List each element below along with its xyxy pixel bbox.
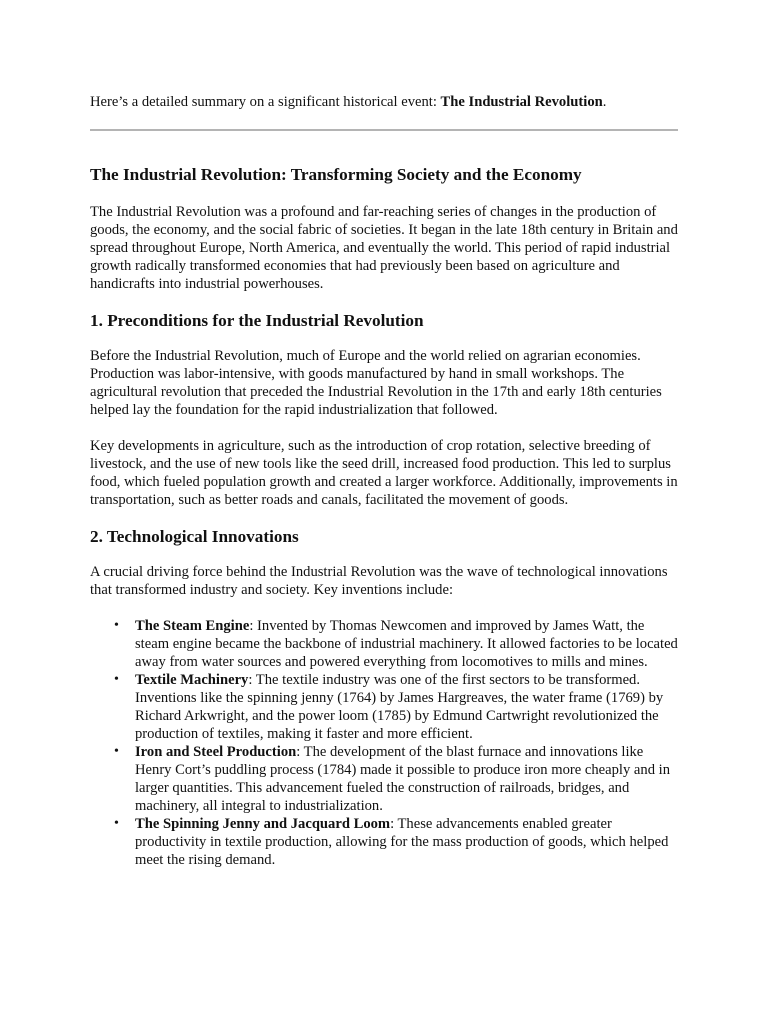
bullet-icon: • [114,672,119,687]
section-1-paragraph-1: Before the Industrial Revolution, much of Europe and the world relied on agrarian economies. Production was labor-intensive, with goods manufactured by hand in small workshops. The agricultural revolution that preceded the Industrial Revolution in the 17th and early 18th centuries helped lay the foundation for the rapid industrialization that followed. [90,348,662,418]
list-item-text: : These advancements enabled greater productivity in textile production, allowing for the mass production of goods, which helped meet the rising demand. [135,816,669,868]
section-1-heading: 1. Preconditions for the Industrial Revolution [90,311,424,330]
list-item-title: Textile Machinery [135,672,249,688]
intro-text: Here’s a detailed summary on a significant historical event: [90,94,441,110]
list-item-steam-engine [90,617,678,671]
section-1-paragraph-2: Key developments in agriculture, such as the introduction of crop rotation, selective breeding of livestock, and the use of new tools like the seed drill, increased food production. This led to surplus food, which fueled population growth and created a larger workforce. Additionally, improvements in transportation, such as better roads and canals, facilitated the movement of goods. [90,438,678,508]
intro-bold-topic: The Industrial Revolution [440,94,603,110]
list-item-text: : The development of the blast furnace and innovations like Henry Cort’s puddling process (1784) made it possible to produce iron more cheaply and in larger quantities. This advancement fueled the construction of railroads, bridges, and machinery, all integral to industrialization. [135,744,670,814]
intro-end: . [602,94,607,110]
section-2-heading: 2. Technological Innovations [90,527,299,546]
bullet-icon: • [114,618,119,633]
inventions-list [90,617,678,869]
overview-paragraph: The Industrial Revolution was a profound and far-reaching series of changes in the production of goods, the economy, and the social fabric of societies. It began in the late 18th century in Britain and spread throughout Europe, North America, and eventually the world. This period of rapid industrial growth radically transformed economies that had previously been based on agriculture and handicrafts into industrial powerhouses. [90,204,678,292]
list-item-title: Iron and Steel Production [135,744,297,760]
list-item-title: The Spinning Jenny and Jacquard Loom [135,816,391,832]
list-item-text: : The textile industry was one of the first sectors to be transformed. Inventions like the spinning jenny (1764) by James Hargreaves, the water frame (1769) by Richard Arkwright, and the power loom (1785) by Edmund Cartwright revolutionized the production of textiles, making it faster and more efficient. [135,672,664,742]
list-item-spinning-jenny-jacquard [90,815,678,869]
intro-line [90,93,678,111]
bullet-icon: • [114,816,119,831]
bullet-icon: • [114,744,119,759]
list-item-text: : Invented by Thomas Newcomen and improved by James Watt, the steam engine became the backbone of industrial machinery. It allowed factories to be located away from water sources and powered everything from locomotives to mills and mines. [135,618,678,670]
horizontal-rule [90,129,678,131]
list-item-textile-machinery [90,671,678,743]
document-title: The Industrial Revolution: Transforming Society and the Economy [90,165,582,184]
section-2-intro: A crucial driving force behind the Industrial Revolution was the wave of technological innovations that transformed industry and society. Key inventions include: [90,564,668,598]
list-item-iron-steel [90,743,678,815]
list-item-title: The Steam Engine [135,618,250,634]
